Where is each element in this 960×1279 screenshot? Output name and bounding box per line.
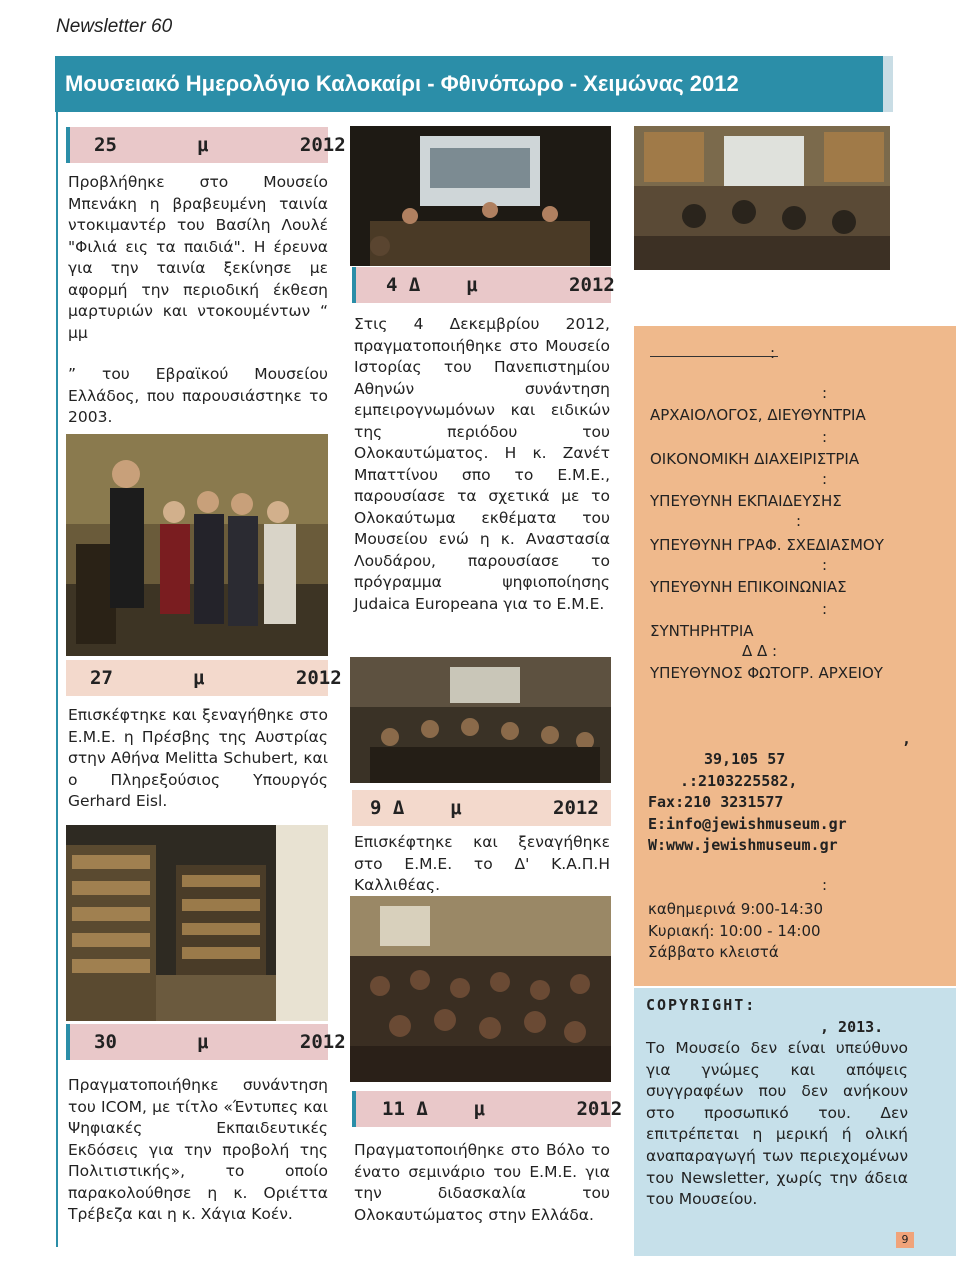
- staff-row: :: [822, 556, 828, 574]
- photo-library: [66, 825, 328, 1021]
- hours-weekdays: καθημερινά 9:00-14:30: [648, 900, 824, 918]
- staff-heading-rule: [650, 356, 778, 357]
- contact-phone: .:2103225582,: [680, 772, 798, 790]
- staff-row: ΥΠΕΥΘΥΝΗ ΕΚΠΑΙΔΕΥΣΗΣ: [650, 492, 842, 510]
- contact-email: E:info@jewishmuseum.gr: [648, 815, 847, 833]
- photo-ambassador-visit: [66, 434, 328, 656]
- staff-row: ΥΠΕΥΘΥΝΗ ΓΡΑΦ. ΣΧΕΔΙΑΣΜΟΥ: [650, 536, 884, 554]
- contact-website: W:www.jewishmuseum.gr: [648, 836, 838, 854]
- event-text-1: Προβλήθηκε στο Μουσείο Μπενάκη η βραβευμένη ταινία ντοκιμαντέρ του Βασίλη Λουλέ "Φιλιά εις τα παιδιά". Η έρευνα για την ταινία ξεκίνησε με αφορμή την περιοδική έκθεση μαρτυριών και ντοκουμέντων “ μμ: [68, 173, 328, 342]
- staff-row: ΟΙΚΟΝΟΜΙΚΗ ΔΙΑΧΕΙΡΙΣΤΡΙΑ: [650, 450, 860, 468]
- event-date-2: 27 μ 2012: [66, 660, 328, 696]
- event-date-3: 30 μ 2012: [66, 1024, 328, 1060]
- staff-row: ΣΥΝΤΗΡΗΤΡΙΑ: [650, 622, 754, 640]
- staff-row: ΑΡΧΑΙΟΛΟΓΟΣ, ΔΙΕΥΘΥΝΤΡΙΑ: [650, 406, 866, 424]
- staff-row: ΥΠΕΥΘΥΝΟΣ ΦΩΤΟΓΡ. ΑΡΧΕΙΟΥ: [650, 664, 883, 682]
- staff-row: Δ Δ :: [742, 642, 778, 660]
- copyright-year: , 2013.: [820, 1018, 884, 1036]
- photo-group-visit: [350, 896, 611, 1082]
- contact-fax: Fax:210 3231577: [648, 793, 784, 811]
- event-text-4: Στις 4 Δεκεμβρίου 2012, πραγματοποιήθηκε στο Μουσείο Ιστορίας του Πανεπιστημίου Αθηνών συνάντηση εμπειρογνωμόνων και ειδικών της περιόδου του Ολοκαυτώματος. Η κ. Ζανέτ Μπαττίνου σπο το Ε.Μ.Ε., παρουσίασε τα σχετικά με το Ολοκαύτωμα εκθέματα του Μουσείου ενώ η κ. Αναστασία Λουδάρου, παρουσίασε το πρόγραμμα ψηφιοποίησης Judaica Europeana για το Ε.Μ.Ε.: [354, 315, 610, 613]
- copyright-panel: [634, 988, 956, 1256]
- left-divider: [56, 112, 58, 1247]
- staff-panel: [634, 326, 956, 986]
- event-date-4: 4 Δ μ 2012: [352, 267, 611, 303]
- staff-row: :: [822, 384, 828, 402]
- event-text-5: Επισκέφτηκε και ξεναγήθηκε στο Ε.Μ.Ε. το Δ' Κ.Α.Π.Η Καλλιθέας.: [354, 833, 610, 894]
- event-date-6: 11 Δ μ 2012: [352, 1091, 611, 1127]
- staff-row: ΥΠΕΥΘΥΝΗ ΕΠΙΚΟΙΝΩΝΙΑΣ: [650, 578, 847, 596]
- event-text-6: Πραγματοποιήθηκε στο Βόλο το ένατο σεμινάριο του Ε.Μ.Ε. για την διδασκαλία του Ολοκαυτώματος στην Ελλάδα.: [354, 1141, 610, 1224]
- event-date-5: 9 Δ μ 2012: [352, 790, 611, 826]
- event-text-2: Επισκέφτηκε και ξεναγήθηκε στο Ε.Μ.Ε. η Πρέσβης της Αυστρίας στην Αθήνα Melitta Schubert, και ο Πληρεξούσιος Υπουργός Gerhard Eisl.: [68, 706, 328, 810]
- hours-saturday: Σάββατο κλειστά: [648, 943, 779, 961]
- page-title: Μουσειακό Ημερολόγιο Καλοκαίρι - Φθινόπωρο - Χειμώνας 2012: [55, 56, 893, 112]
- copyright-label: COPYRIGHT:: [646, 996, 757, 1014]
- contact-address: 39,105 57: [704, 750, 786, 768]
- staff-row: :: [796, 512, 802, 530]
- staff-row: :: [822, 470, 828, 488]
- staff-row: :: [822, 428, 828, 446]
- event-text-1b: ” του Εβραϊκού Μουσείου Ελλάδος, που παρουσιάστηκε το 2003.: [68, 365, 328, 426]
- contact-comma: ,: [902, 730, 912, 748]
- photo-audience: [634, 126, 890, 270]
- staff-heading: :: [770, 344, 776, 362]
- photo-meeting-projection: [350, 126, 611, 266]
- hours-label: :: [822, 876, 828, 894]
- photo-seminar-room: [350, 657, 611, 783]
- hours-sunday: Κυριακή: 10:00 - 14:00: [648, 922, 821, 940]
- staff-row: :: [822, 600, 828, 618]
- newsletter-label: Newsletter 60: [56, 16, 173, 37]
- event-date-1: 25 μ 2012: [66, 127, 328, 163]
- page-number: 9: [896, 1232, 914, 1248]
- event-text-3: Πραγματοποιήθηκε συνάντηση του ICOM, με τίτλο «Έντυπες και Ψηφιακές Εκπαιδευτικές Εκδόσεις για την προβολή της Πολιτιστικής», το οποίο παρακολούθησε η κ. Οριέττα Τρέβεζα και η κ. Χάγια Κοέν.: [68, 1076, 328, 1223]
- copyright-text: Το Μουσείο δεν είναι υπεύθυνο για γνώμες και απόψεις συγγραφέων που δεν ανήκουν στο προσωπικό του. Δεν επιτρέπεται η μερική ή ολική αναπαραγωγή των περιεχομένων του Newsletter, χωρίς την άδεια του Μουσείου.: [646, 1039, 908, 1209]
